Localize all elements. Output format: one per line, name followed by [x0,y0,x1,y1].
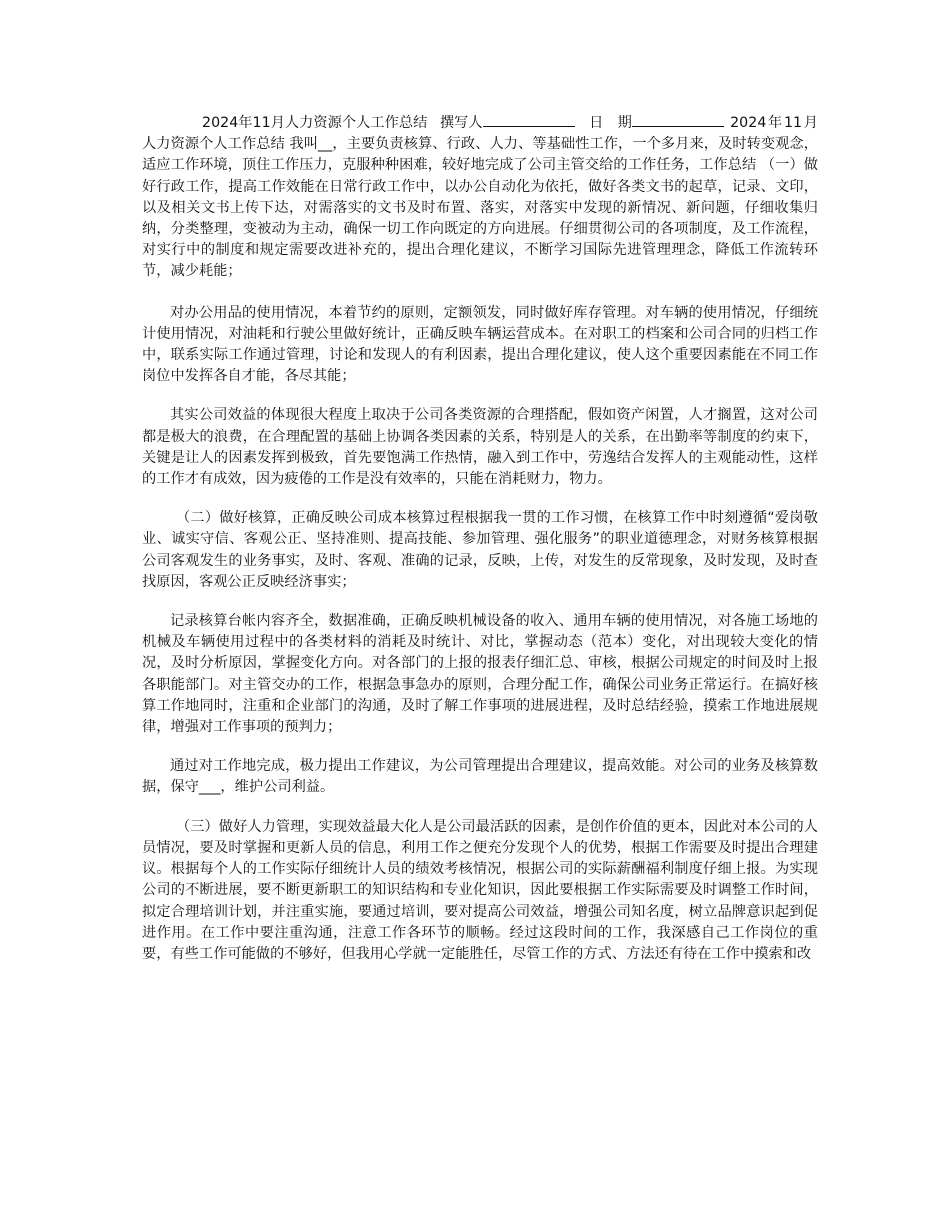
paragraph-hr-management: （三）做好人力管理，实现效益最大化人是公司最活跃的因素，是创作价值的更本，因此对本公司的人员情况，要及时掌握和更新人员的信息，利用工作之便充分发现个人的优势，根据工作需要及时提出合理建议。根据每个人的工作实际仔细统计人员的绩效考核情况，根据公司的实际薪酬福利制度仔细上报。为实现公司的不断进展，要不断更新职工的知识结构和专业化知识，因此要根据工作实际需要及时调整工作时间，拟定合理培训计划，并注重实施，要通过培训，要对提高公司效益，增强公司知名度，树立品牌意识起到促进作用。在工作中要注重沟通，注意工作各环节的顺畅。经过这段时间的工作，我深感自己工作岗位的重要，有些工作可能做的不够好，但我用心学就一定能胜任，尽管工作的方式、方法还有待在工作中摸索和改 [142,818,818,962]
paragraph-ledger: 记录核算台帐内容齐全，数据准确，正确反映机械设备的收入、通用车辆的使用情况，对各施工场地的机械及车辆使用过程中的各类材料的消耗及时统计、对比，掌握动态（范本）变化，对出现较大变化的情况，及时分析原因，掌握变化方向。对各部门的上报的报表仔细汇总、审核，根据公司规定的时间及时上报各职能部门。对主管交办的工作，根据急事急办的原则，合理分配工作，确保公司业务正常运行。在搞好核算工作地同时，注重和企业部门的沟通，及时了解工作事项的进展进程，及时总结经验，摸索工作地进展规律，增强对工作事项的预判力； [142,613,818,736]
document-page [142,112,818,983]
author-label: 撰写人 [439,115,483,131]
paragraph-office-supplies: 对办公用品的使用情况，本着节约的原则，定额领发，同时做好库存管理。对车辆的使用情况，仔细统计使用情况，对油耗和行驶公里做好统计，正确反映车辆运营成本。在对职工的档案和公司合同的归档工作中，联系实际工作通过管理，讨论和发现人的有利因素，提出合理化建议，使人这个重要因素能在不同工作岗位中发挥各自才能，各尽其能； [142,304,818,385]
paragraph-resource-allocation: 其实公司效益的体现很大程度上取决于公司各类资源的合理搭配，假如资产闲置，人才搁置，这对公司都是极大的浪费，在合理配置的基础上协调各类因素的关系，特别是人的关系，在出勤率等制度的约束下，关键是让人的因素发挥到极致，首先要饱满工作热情，融入到工作中，劳逸结合发挥人的主观能动性，这样的工作才有成效，因为疲倦的工作是没有效率的，只能在消耗财力，物力。 [142,407,818,488]
paragraph-intro: 2024年11月人力资源个人工作总结 我叫__，主要负责核算、行政、人力、等基础性工作，一个多月来，及时转变观念，适应工作环境，顶住工作压力，克服种种困难，较好地完成了公司主管交给的工作任务，工作总结 （一）做好行政工作，提高工作效能在日常行政工作中，以办公自动化为依托，做好各类文书的起草，记录、文印，以及相关文书上传下达，对需落实的文书及时布置、落实，对落实中发现的新情况、新问题，仔细收集归纳，分类整理，变被动为主动，确保一切工作向既定的方向进展。仔细贯彻公司的各项制度，及工作流程，对实行中的制度和规定需要改进补充的，提出合理化建议，不断学习国际先进管理理念，降低工作流转环节，减少耗能； [142,115,818,280]
date-label: 日 期 [589,115,632,131]
date-blank-line [632,112,724,127]
paragraph-suggestions: 通过对工作地完成，极力提出工作建议，为公司管理提出合理建议，提高效能。对公司的业务及核算数据，保守___，维护公司利益。 [142,758,818,796]
paragraph-accounting: （二）做好核算，正确反映公司成本核算过程根据我一贯的工作习惯，在核算工作中时刻遵循“爱岗敬业、诚实守信、客观公正、坚持准则、提高技能、参加管理、强化服务”的职业道德理念，对财务核算根据公司客观发生的业务事实，及时、客观、准确的记录，反映，上传，对发生的反常现象，及时发现，及时查找原因，客观公正反映经济事实； [142,510,818,590]
document-title: 2024年11月人力资源个人工作总结 [202,115,428,131]
document-header-and-intro [142,112,818,283]
author-blank-line [483,112,575,127]
header-line [142,112,724,134]
